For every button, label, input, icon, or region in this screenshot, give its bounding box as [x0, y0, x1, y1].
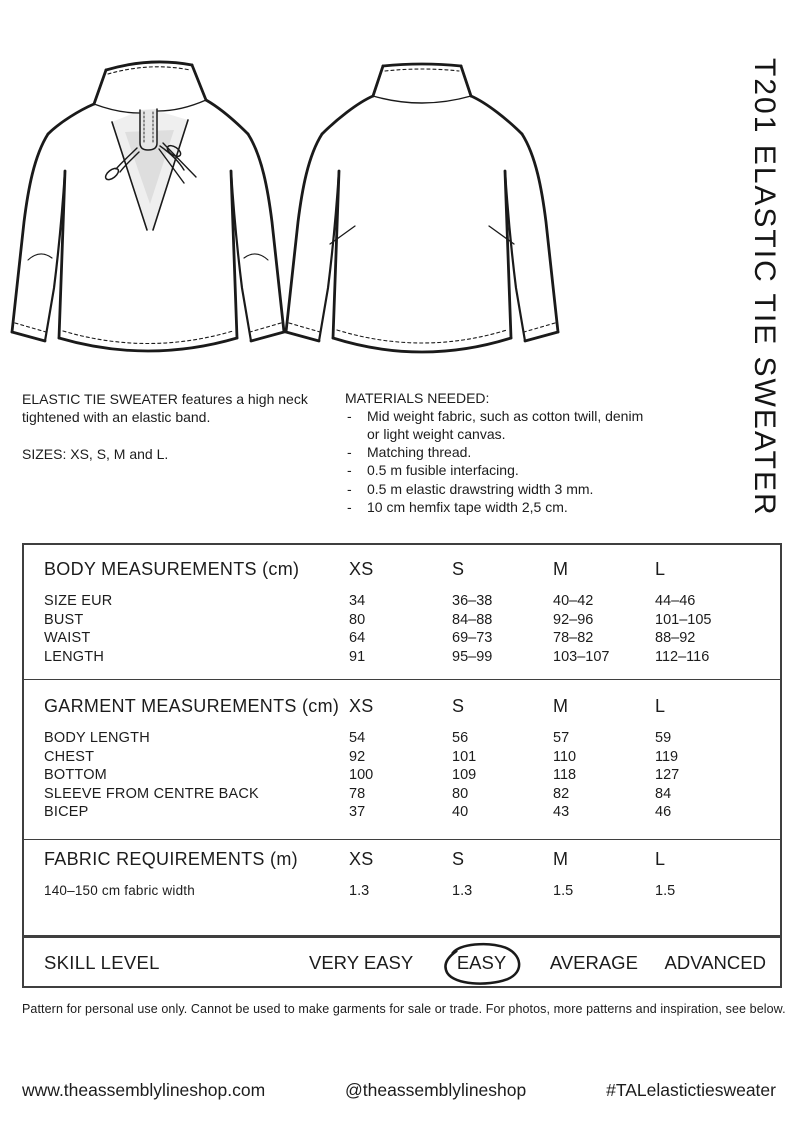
- table-row: SIZE EUR 34 36–38 40–42 44–46: [24, 592, 780, 611]
- skill-option-easy-selected: EASY: [440, 941, 523, 985]
- instagram-handle: @theassemblylineshop: [345, 1080, 527, 1100]
- table-row: BICEP 37 40 43 46: [24, 803, 780, 822]
- bullet-dash: -: [347, 480, 352, 497]
- cell-value: 1.5: [655, 883, 676, 899]
- section-header: [24, 840, 780, 870]
- page-title-vertical: T201 ELASTIC TIE SWEATER: [748, 58, 781, 517]
- cell-value: 119: [655, 748, 679, 765]
- size-col-header: XS: [349, 696, 374, 716]
- garment-measurements-section: [24, 680, 780, 840]
- section-header: [24, 680, 780, 717]
- bullet-dash: -: [347, 499, 352, 516]
- section-header: [24, 545, 780, 580]
- size-col-header: XS: [349, 559, 374, 579]
- size-col-header: M: [553, 696, 569, 716]
- table-rows: [24, 592, 780, 666]
- skill-option-advanced: ADVANCED: [664, 952, 766, 973]
- list-item: - 10 cm hemfix tape width 2,5 cm.: [347, 499, 568, 516]
- section-title: BODY MEASUREMENTS (cm): [44, 559, 300, 579]
- size-col-header: L: [655, 559, 666, 579]
- cell-value: 40: [452, 804, 469, 820]
- list-item: - 0.5 m elastic drawstring width 3 mm.: [347, 480, 594, 497]
- cell-value: 110: [553, 748, 577, 765]
- cell-value: 84: [655, 785, 672, 802]
- cell-value: 1.3: [349, 883, 370, 899]
- cell-value: 82: [553, 785, 570, 802]
- cell-value: 69–73: [452, 630, 493, 646]
- cell-value: 80: [452, 785, 469, 802]
- cell-value: 78–82: [553, 630, 594, 646]
- size-col-header: S: [452, 849, 465, 869]
- table-rows: [24, 882, 780, 901]
- size-col-header: L: [655, 696, 666, 716]
- skill-level-label: SKILL LEVEL: [44, 952, 160, 973]
- table-row: SLEEVE FROM CENTRE BACK 78 80 82 84: [24, 785, 780, 804]
- cell-value: 101–105: [655, 611, 712, 628]
- materials-block: [345, 390, 655, 518]
- size-col-header: XS: [349, 849, 374, 869]
- cell-value: 80: [349, 611, 366, 628]
- cell-value: 64: [349, 630, 366, 646]
- skill-level-row: [24, 938, 780, 988]
- cell-value: 95–99: [452, 648, 493, 665]
- skill-option-very-easy: VERY EASY: [309, 952, 414, 973]
- bullet-dash: -: [347, 408, 352, 425]
- skill-options: [309, 941, 766, 985]
- cell-value: 84–88: [452, 611, 493, 628]
- fabric-requirements-section: [24, 840, 780, 938]
- sweater-back-illustration: [282, 50, 566, 380]
- cell-value: 54: [349, 730, 366, 746]
- cell-value: 40–42: [553, 593, 594, 609]
- cell-value: 34: [349, 593, 366, 609]
- cell-value: 112–116: [655, 648, 710, 665]
- table-row: BOTTOM 100 109 118 127: [24, 766, 780, 785]
- table-rows: [24, 729, 780, 822]
- cell-value: 92–96: [553, 611, 594, 628]
- sizes-line: SIZES: XS, S, M and L.: [22, 445, 169, 462]
- table-row: CHEST 92 101 110 119: [24, 748, 780, 767]
- list-item: - Mid weight fabric, such as cotton twill, denim or light weight canvas.: [347, 408, 644, 442]
- cell-value: 109: [452, 767, 477, 783]
- measurements-table: [22, 543, 782, 988]
- bullet-dash: -: [347, 444, 352, 461]
- description-text: ELASTIC TIE SWEATER features a high neck tightened with an elastic band.: [22, 391, 308, 426]
- cell-value: 43: [553, 804, 570, 820]
- table-row: BUST 80 84–88 92–96 101–105: [24, 611, 780, 630]
- footer-links: [22, 1080, 776, 1101]
- table-row: 140–150 cm fabric width 1.3 1.3 1.5 1.5: [24, 882, 780, 901]
- website-link: www.theassemblylineshop.com: [22, 1080, 266, 1100]
- list-item: - Matching thread.: [347, 444, 472, 461]
- size-col-header: L: [655, 849, 666, 869]
- size-col-header: M: [553, 559, 569, 579]
- table-row: LENGTH 91 95–99 103–107 112–116: [24, 648, 780, 667]
- hashtag-link: #TALelastictiesweater: [606, 1080, 776, 1100]
- sweater-front-illustration: [8, 50, 292, 380]
- cell-value: 1.5: [553, 883, 574, 899]
- cell-value: 91: [349, 648, 366, 665]
- section-title: GARMENT MEASUREMENTS (cm): [44, 696, 340, 716]
- size-col-header: S: [452, 696, 465, 716]
- cell-value: 78: [349, 785, 366, 802]
- size-col-header: S: [452, 559, 465, 579]
- materials-title: MATERIALS NEEDED:: [345, 390, 490, 406]
- cell-value: 127: [655, 767, 680, 783]
- cell-value: 46: [655, 804, 672, 820]
- body-measurements-section: [24, 545, 780, 680]
- section-title: FABRIC REQUIREMENTS (m): [44, 849, 298, 869]
- table-row: WAIST 64 69–73 78–82 88–92: [24, 629, 780, 648]
- materials-list: [345, 408, 655, 516]
- cell-value: 57: [553, 730, 570, 746]
- bullet-dash: -: [347, 462, 352, 479]
- cell-value: 44–46: [655, 593, 696, 609]
- cell-value: 103–107: [553, 648, 610, 665]
- description-block: [22, 390, 314, 463]
- cell-value: 92: [349, 748, 366, 765]
- skill-option-average: AVERAGE: [549, 952, 638, 973]
- cell-value: 37: [349, 804, 366, 820]
- cell-value: 88–92: [655, 630, 696, 646]
- size-col-header: M: [553, 849, 569, 869]
- cell-value: 59: [655, 730, 672, 746]
- table-row: BODY LENGTH 54 56 57 59: [24, 729, 780, 748]
- cell-value: 118: [553, 767, 577, 783]
- cell-value: 56: [452, 730, 469, 746]
- cell-value: 1.3: [452, 883, 473, 899]
- usage-note: Pattern for personal use only. Cannot be used to make garments for sale or trade. For photos, more patterns and inspiration, see below.: [22, 1002, 786, 1016]
- cell-value: 36–38: [452, 593, 493, 609]
- cell-value: 100: [349, 767, 374, 783]
- cell-value: 101: [452, 748, 477, 765]
- list-item: - 0.5 m fusible interfacing.: [347, 462, 519, 479]
